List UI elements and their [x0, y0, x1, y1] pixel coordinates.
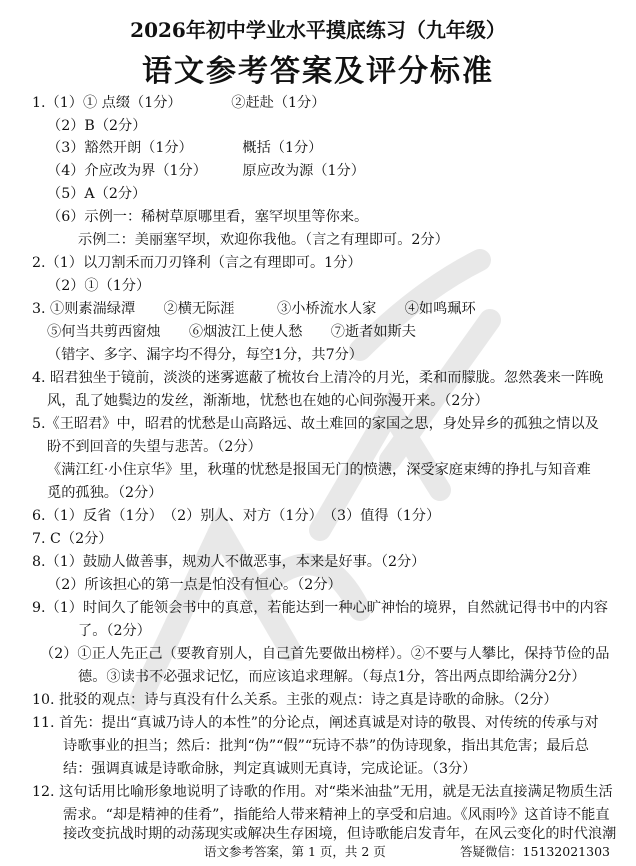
- contact-footer: 答疑微信：15132021303: [460, 844, 610, 859]
- answer-line: （错字、多字、漏字均不得分，每空1分，共7分）: [47, 347, 363, 363]
- answer-line: 德。③读书不必强求记忆，而应该追求理解。（每点1分，答出两点即给满分2分）: [78, 669, 586, 685]
- answer-line: 10. 批驳的观点：诗与真没有什么关系。主张的观点：诗之真是诗歌的命脉。（2分）: [32, 692, 558, 708]
- answer-line: 了。（2分）: [78, 623, 151, 639]
- answer-line: 4. 昭君独坐于镜前，淡淡的迷雾遮蔽了梳妆台上清冷的月光，柔和而朦胧。忽然袭来一阵晚: [32, 370, 604, 386]
- answer-line: 3. ①则素湍绿潭 ②横无际涯 ③小桥流水人家 ④如鸣珮环: [32, 301, 476, 317]
- answer-line: 12. 这句话用比喻形象地说明了诗歌的作用。对“柴米油盐”无用，就是无法直接满足物质生活: [32, 784, 613, 800]
- answer-line: 2.（1）以刀割禾而刀刃锋利（言之有理即可。1分）: [32, 255, 362, 271]
- answer-line: 需求。“却是精神的佳肴”，指能给人带来精神上的享受和启迪。《风雨吟》这首诗不能直: [63, 807, 610, 823]
- answer-line: 5.《王昭君》中，昭君的忧愁是山高路远、故土难回的家国之思，身处异乡的孤独之情以及: [32, 416, 599, 432]
- answer-line: 9.（1）时间久了能领会书中的真意，若能达到一种心旷神怡的境界，自然就记得书中的内容: [32, 600, 608, 616]
- answer-line: 盼不到回音的失望与悲苦。（2分）: [47, 439, 262, 455]
- answer-line: 接改变抗战时期的动荡现实或解决生存困境，但诗歌能启发青年，在风云变化的时代浪潮: [63, 826, 617, 842]
- page-footer: 语文参考答案，第 1 页，共 2 页: [204, 844, 386, 859]
- answer-line: 8.（1）鼓励人做善事，规劝人不做恶事，本来是好事。（2分）: [32, 554, 426, 570]
- answer-line: 诗歌事业的担当；然后：批判“伪”“假”“玩诗不恭”的伪诗现象，指出其危害；最后总: [63, 738, 589, 754]
- answer-line: （2）所该担心的第一点是怕没有恒心。（2分）: [47, 577, 342, 593]
- answer-line: （6）示例一：稀树草原哪里看，塞罕坝里等你来。: [47, 209, 369, 225]
- answer-line: 《满江红·小住京华》里，秋瑾的忧愁是报国无门的愤懑，深受家庭束缚的挣扎与知音难: [47, 462, 591, 478]
- answer-line: 结：强调真诚是诗歌命脉，判定真诚则无真诗，完成论证。（3分）: [63, 761, 477, 777]
- answer-line: 6.（1）反省（1分） （2）别人、对方（1分） （3）值得（1分）: [32, 508, 441, 524]
- exam-subtitle: 2026年初中学业水平摸底练习（九年级）: [130, 18, 506, 42]
- answer-line: （5）A（2分）: [47, 186, 147, 202]
- answer-line: （2）B（2分）: [47, 118, 147, 134]
- answer-line: （3）豁然开朗（1分） 概括（1分）: [47, 140, 323, 156]
- answer-line: （4）介应改为界（1分） 原应改为源（1分）: [47, 163, 365, 179]
- answer-line: 风，乱了她鬓边的发丝，渐渐地，忧愁也在她的心间弥漫开来。（2分）: [47, 393, 489, 409]
- answer-line: 1.（1）① 点缀（1分） ②赶赴（1分）: [32, 95, 326, 111]
- answer-line: （2）①（1分）: [47, 278, 151, 294]
- answer-line: 示例二：美丽塞罕坝，欢迎你我他。（言之有理即可。2分）: [78, 232, 449, 248]
- answer-line: 觅的孤独。（2分）: [47, 485, 163, 501]
- document-title: 语文参考答案及评分标准: [142, 54, 494, 89]
- answer-line: ⑤何当共剪西窗烛 ⑥烟波江上使人愁 ⑦逝者如斯夫: [47, 324, 416, 340]
- answer-line: 7. C（2分）: [32, 531, 113, 547]
- answer-line: 11. 首先：提出“真诚乃诗人的本性”的分论点，阐述真诚是对诗的敬畏、对传统的传承与对: [32, 715, 599, 731]
- answer-line: （2）①正人先正己（要教育别人，自己首先要做出榜样）。②不要与人攀比，保持节俭的品: [40, 646, 610, 662]
